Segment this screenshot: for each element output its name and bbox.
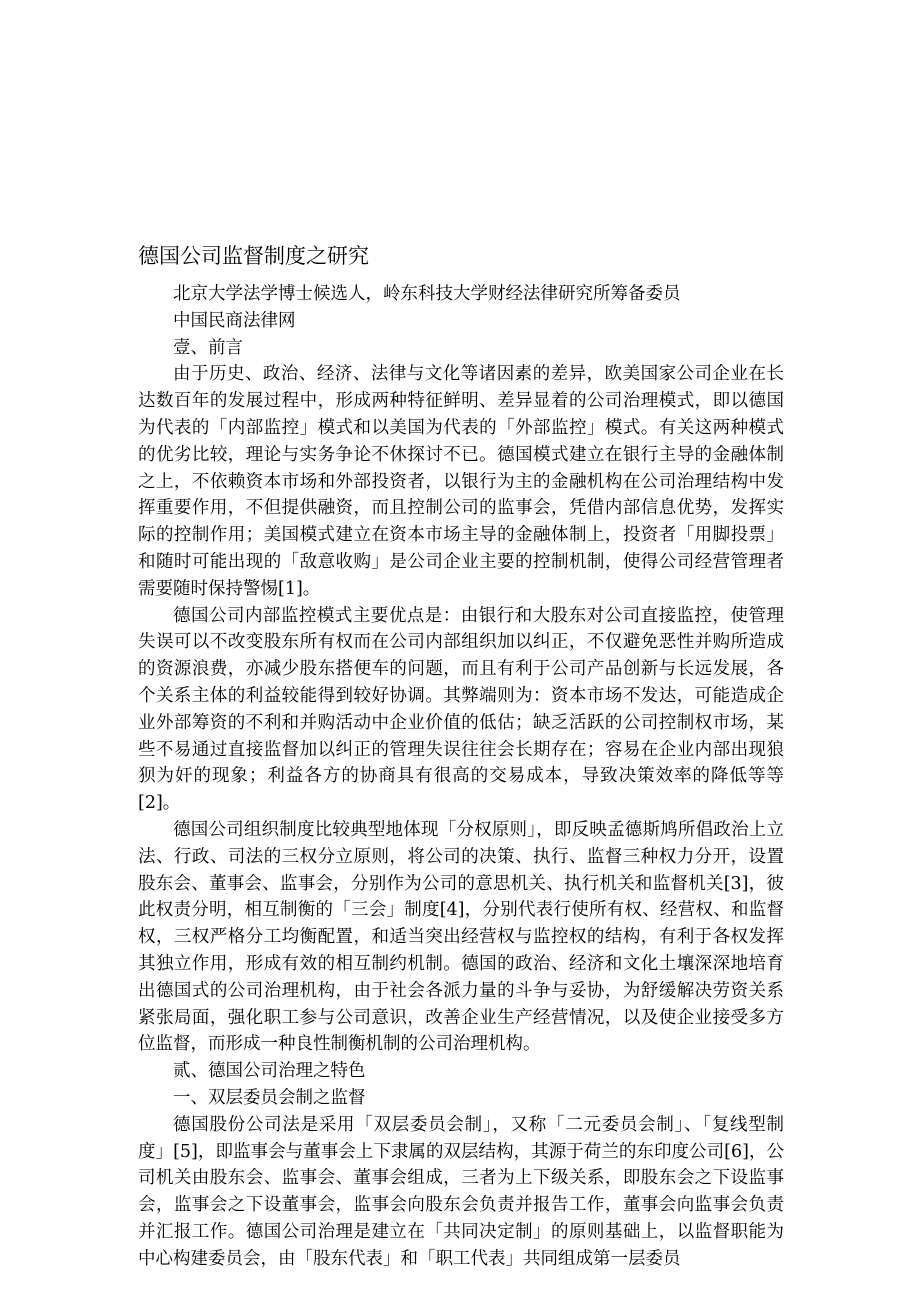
document-page: [138, 0, 784, 1302]
source-line: 中国民商法律网: [173, 310, 296, 331]
subsection-heading-two-tier-board: 一、双层委员会制之监督: [173, 1087, 366, 1108]
document-body: [138, 281, 784, 1272]
paragraph: 德国公司内部监控模式主要优点是：由银行和大股东对公司直接监控，使管理失误可以不改变股东所有权而在公司内部组织加以纠正，不仅避免恶性并购所造成的资源浪费，亦减少股东搭便车的问题，而且有利于公司产品创新与长远发展，各个关系主体的利益较能得到较好协调。其弊端则为：资本市场不发达，可能造成企业外部筹资的不利和并购活动中企业价值的低估；缺乏活跃的公司控制权市场，某些不易通过直接监督加以纠正的管理失误往往会长期存在；容易在企业内部出现狼狈为奸的现象；利益各方的协商具有很高的交易成本，导致决策效率的降低等等[2]。: [138, 605, 784, 814]
section-heading-preface: 壹、前言: [173, 337, 243, 358]
paragraph: 德国股份公司法是采用「双层委员会制」，又称「二元委员会制」、「复线型制度」[5]，即监事会与董事会上下隶属的双层结构，其源于荷兰的东印度公司[6]，公司机关由股东会、监事会、董事会组成，三者为上下级关系，即股东会之下设监事会，监事会之下设董事会，监事会向股东会负责并报告工作，董事会向监事会负责并汇报工作。德国公司治理是建立在「共同决定制」的原则基础上，以监督职能为中心构建委员会，由「股东代表」和「职工代表」共同组成第一层委员: [138, 1114, 784, 1269]
paragraph: 德国公司组织制度比较典型地体现「分权原则」，即反映孟德斯鸠所倡政治上立法、行政、司法的三权分立原则，将公司的决策、执行、监督三种权力分开，设置股东会、董事会、监事会，分别作为公司的意思机关、执行机关和监督机关[3]，彼此权责分明，相互制衡的「三会」制度[4]，分别代表行使所有权、经营权、和监督权，三权严格分工均衡配置，和适当突出经营权与监控权的结构，有利于各权发挥其独立作用，形成有效的相互制约机制。德国的政治、经济和文化土壤深深地培育出德国式的公司治理机构，由于社会各派力量的斗争与妥协，为舒缓解决劳资关系紧张局面，强化职工参与公司意识，改善企业生产经营情况，以及使企业接受多方位监督，而形成一种良性制衡机制的公司治理机构。: [138, 819, 784, 1055]
author-line: 北京大学法学博士候选人，岭东科技大学财经法律研究所筹备委员: [173, 284, 681, 304]
document-title: 德国公司监督制度之研究: [138, 244, 369, 268]
paragraph: 由于历史、政治、经济、法律与文化等诸因素的差异，欧美国家公司企业在长达数百年的发展过程中，形成两种特征鲜明、差异显着的公司治理模式，即以德国为代表的「内部监控」模式和以美国为代表的「外部监控」模式。有关这两种模式的优劣比较，理论与实务争论不休探讨不已。德国模式建立在银行主导的金融体制之上，不依赖资本市场和外部投资者，以银行为主的金融机构在公司治理结构中发挥重要作用，不但提供融资，而且控制公司的监事会，凭借内部信息优势，发挥实际的控制作用；美国模式建立在资本市场主导的金融体制上，投资者「用脚投票」和随时可能出现的「敌意收购」是公司企业主要的控制机制，使得公司经营管理者需要随时保持警惕[1]。: [138, 364, 784, 599]
section-heading-features: 贰、德国公司治理之特色: [173, 1061, 366, 1082]
